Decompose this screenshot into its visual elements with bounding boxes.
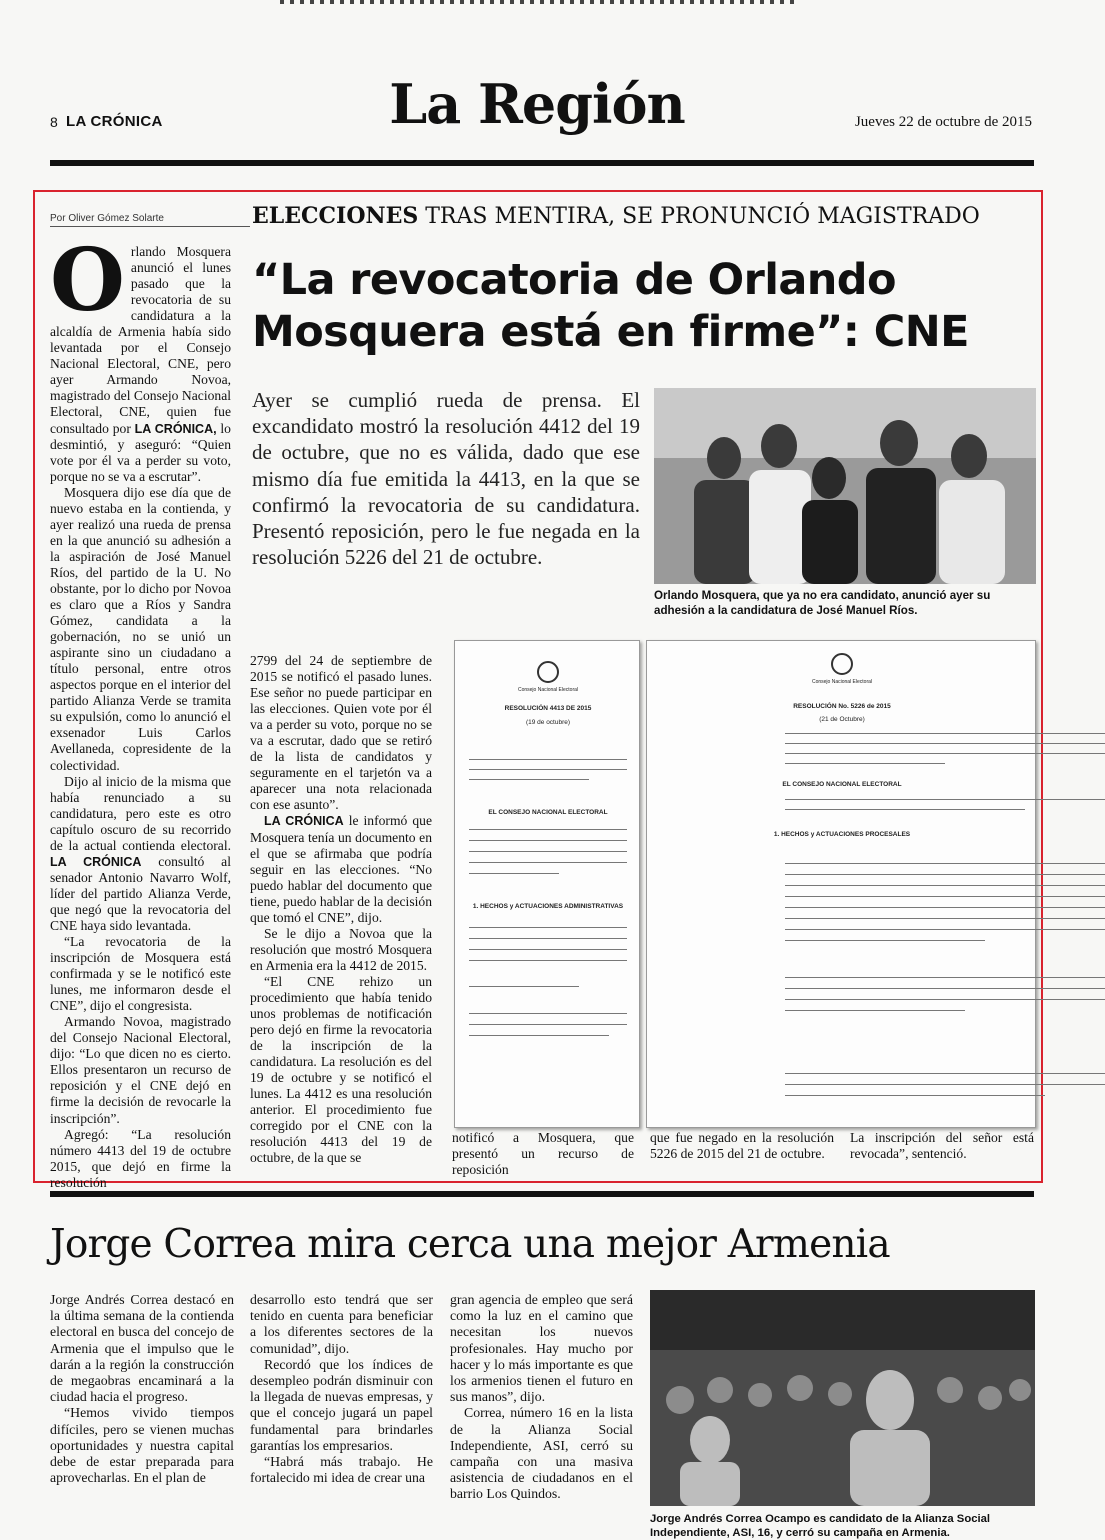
paragraph: Se le dijo a Novoa que la resolución que mostró Mosquera en Armenia era la 4412 de 2015. [250, 925, 432, 973]
section-title: La Región [389, 72, 685, 136]
paragraph: “El CNE rehizo un procedimiento que había tenido unos problemas de notificación pero dejó en firme la revocatoria de la inscripción de la candidatura. La resolución es del 19 de octubre y se notificó el lunes. La 4412 es una resolución anterior. El procedimiento fue corregido por el CNE con la resolución 4413 del 19 de octubre, de la que se [250, 973, 432, 1166]
headline-line-2: Mosquera está en firme”: CNE [252, 307, 969, 357]
crowd-illustration [650, 1290, 1035, 1506]
paragraph: Jorge Andrés Correa destacó en la última semana de la contienda electoral en busca del concejo de Armenia que el impulso que le darán a la región la construcción de megaobras encaminará a la ciudad hacia el progreso. [50, 1292, 234, 1405]
paragraph: “La revocatoria de la inscripción de Mosquera está confirmada y se le notificó este lunes, me informaron desde el CNE”, dijo el congresista. [50, 934, 231, 1014]
paragraph: Mosquera dijo ese día que de nuevo estaba en la contienda, y ayer realizó una rueda de prensa en la que anunció su adhesión a la aspiración de José Manuel Ríos, del partido de la U. No obstante, por lo dicho por Novoa es claro que a Ríos y Sandra Gómez, candidata a la gobernación, no se unió un aspirante sino un ciudadano a título personal, entre otros aspectos porque en el interior del partido Alianza Verde se tramita su expulsión, como lo anunció el exsenador Luis Carlos Avellaneda, copresidente de la colectividad. [50, 484, 231, 773]
article1-column-2 [250, 653, 432, 1167]
doc-heading: EL CONSEJO NACIONAL ELECTORAL [488, 809, 608, 816]
photo-caption: Jorge Andrés Correa Ocampo es candidato de la Alianza Social Independiente, ASI, 16, y cerró su campaña en Armenia. [650, 1513, 991, 1539]
doc-subtitle: (19 de octubre) [525, 719, 571, 726]
resolution-5226-document [646, 640, 1036, 1128]
doc-org: Consejo Nacional Electoral [811, 679, 873, 685]
issue-date: Jueves 22 de octubre de 2015 [854, 114, 1032, 130]
kicker-bold: ELECCIONES [252, 203, 419, 229]
paragraph: 2799 del 24 de septiembre de 2015 se notificó el pasado lunes. Ese señor no puede participar en las elecciones. Quien vote por él va a perder su voto, porque no se va a escrutar, dado que se retiró de la lista de candidatos y seguramente en el tarjetón va a aparecer una nota relacionada con ese asunto”. [250, 653, 432, 813]
doc-title: RESOLUCIÓN No. 5226 de 2015 [793, 703, 891, 710]
paragraph: “Hemos vivido tiempos difíciles, pero se vienen muchas oportunidades y nuestra capital debe de estar preparada para aprovecharlas. En el plan de [50, 1405, 234, 1486]
article1-column-3-end: notificó a Mosquera, que presentó un recurso de reposición [452, 1130, 634, 1178]
article2-headline: Jorge Correa mira cerca una mejor Armenia [50, 1222, 890, 1267]
article2-column-1 [50, 1292, 234, 1486]
kicker [252, 203, 980, 229]
campaign-rally-photo [650, 1290, 1035, 1506]
photo-caption: Orlando Mosquera, que ya no era candidato, anunció ayer su adhesión a la candidatura de José Manuel Ríos. [654, 589, 991, 617]
doc-org: Consejo Nacional Electoral [517, 687, 579, 693]
header-rule [50, 160, 1034, 166]
article1-column-4-end: que fue negado en la resolución 5226 de 2015 del 21 de octubre. [650, 1130, 834, 1162]
article1-column-5-end: La inscripción del señor está revocada”, sentenció. [850, 1130, 1034, 1162]
headline-line-1: “La revocatoria de Orlando [252, 255, 896, 305]
brand-mention: LA CRÓNICA [50, 854, 142, 869]
article-separator [50, 1191, 1034, 1197]
top-decorative-strip [280, 0, 800, 4]
headline [252, 254, 1032, 358]
page-number: 8 [50, 114, 58, 130]
press-conference-photo [654, 388, 1036, 584]
publication-name: LA CRÓNICA [66, 113, 163, 130]
doc-heading: 1. HECHOS y ACTUACIONES PROCESALES [773, 831, 911, 838]
kicker-text: TRAS MENTIRA, SE PRONUNCIÓ MAGISTRADO [425, 204, 980, 229]
dropcap: O [50, 230, 125, 331]
paragraph: desarrollo esto tendrá que ser tenido en cuenta para beneficiar a los diferentes sectores de la comunidad”, dijo. [250, 1292, 433, 1356]
paragraph: gran agencia de empleo que será como la luz en el camino que necesitan los nuevos profesionales. Hay mucho por hacer y lo más importante es que los armenios tienen el futuro en sus manos”, dijo. [450, 1292, 633, 1405]
doc-title: RESOLUCIÓN 4413 DE 2015 [504, 705, 592, 712]
article2-column-2 [250, 1292, 433, 1486]
brand-mention: LA CRÓNICA [264, 814, 344, 829]
paragraph: Orlando Mosquera anunció el lunes pasado que la revocatoria de su candidatura a la alcaldía de Armenia había sido levantada por el Consejo Nacional Electoral, CNE, pero ayer Armando Novoa, magistrado del Consejo Nacional Electoral, CNE, quien fue consultado por LA CRÓNICA, lo desmintió, y aseguró: “Quien vote por él va a perder su voto, porque no se va a escrutar”. [50, 230, 231, 484]
paragraph: Armando Novoa, magistrado del Consejo Nacional Electoral, dijo: “Lo que dicen no es cierto. Ellos presentaron un recurso de reposición y el CNE dejó en firme la decisión de revocarle la inscripción”. [50, 1014, 231, 1126]
people-illustration [654, 388, 1036, 584]
cne-logo-icon [537, 661, 559, 683]
paragraph: Agregó: “La resolución número 4413 del 19 de octubre 2015, que dejó en firme la resolución [50, 1126, 231, 1190]
cne-logo-icon [831, 653, 853, 675]
doc-heading: EL CONSEJO NACIONAL ELECTORAL [782, 781, 902, 788]
doc-heading: 1. HECHOS y ACTUACIONES ADMINISTRATIVAS [472, 903, 624, 910]
doc-subtitle: (21 de Octubre) [819, 716, 865, 723]
paragraph: LA CRÓNICA le informó que Mosquera tenía un documento en el que se afirmaba que podría seguir en las elecciones. “No puedo hablar del documento que tiene, puedo hablar de la decisión que tomó el CNE”, dijo. [250, 813, 432, 925]
paragraph: Correa, número 16 en la lista de la Alianza Social Independiente, ASI, cerró su campaña con una masiva asistencia de ciudadanos en el barrio Los Quindos. [450, 1405, 633, 1502]
article2-column-3 [450, 1292, 633, 1503]
brand-mention: LA CRÓNICA, [134, 421, 217, 436]
article1-column-1 [50, 230, 231, 1191]
resolution-4413-document [454, 640, 640, 1128]
deck: Ayer se cumplió rueda de prensa. El excandidato mostró la resolución 4412 del 19 de octubre, que no es válida, dado que ese mismo día fue emitida la 4413, en la que se confirmó la revocatoria de su candidatura. Presentó reposición, pero le fue negada en la resolución 5226 del 21 de octubre. [252, 388, 640, 570]
paragraph: Recordó que los índices de desempleo podrán disminuir con la llegada de nuevas empresas, y que el concejo jugará un papel fundamental para brindarles garantías los empresarios. [250, 1356, 433, 1453]
byline: Por Oliver Gómez Solarte [50, 213, 250, 227]
paragraph: “Habrá más trabajo. He fortalecido mi idea de crear una [250, 1454, 433, 1486]
paragraph: Dijo al inicio de la misma que había renunciado a su candidatura, pero este es otro capítulo oscuro de su recorrido de la actual contienda electoral. LA CRÓNICA consultó al senador Antonio Navarro Wolf, líder del partido Alianza Verde, que negó que la revocatoria del CNE haya sido levantada. [50, 773, 231, 933]
